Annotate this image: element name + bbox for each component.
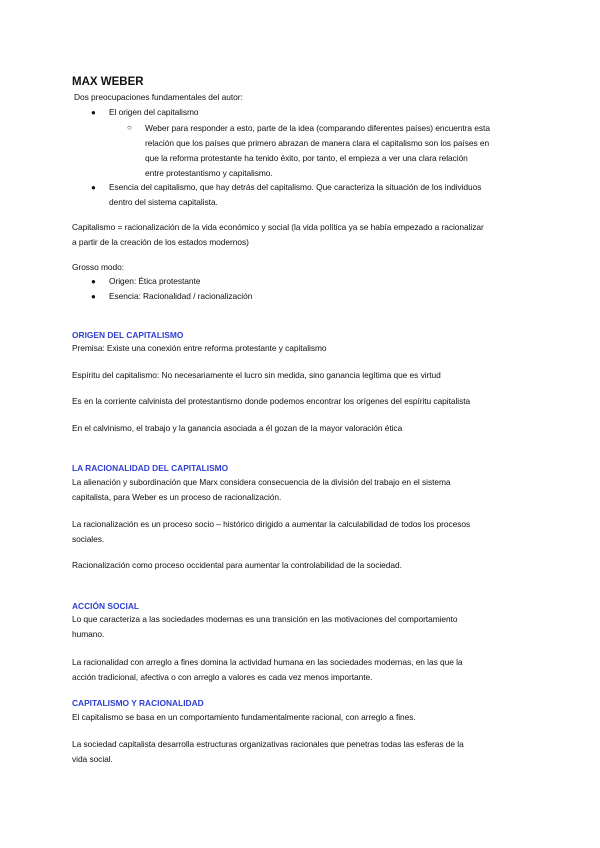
bullet-icon: ● bbox=[91, 183, 96, 192]
bullet-icon: ● bbox=[91, 108, 96, 117]
social-action-p2-line-2: acción tradicional, afectiva o con arreglo a valores es cada vez menos importante. bbox=[72, 672, 373, 682]
sub-item-line-1: Weber para responder a esto, parte de la idea (comparando diferentes países) encuentra esta bbox=[145, 123, 490, 133]
origin-calvinism: Es en la corriente calvinista del protestantismo donde podemos encontrar los orígenes del espíritu capitalista bbox=[72, 396, 471, 406]
rationality-p1-line-1: La alienación y subordinación que Marx considera consecuencia de la división del trabajo en el sistema bbox=[72, 477, 451, 487]
cap-rat-p2-line-2: vida social. bbox=[72, 754, 113, 764]
section-heading-rationality: LA RACIONALIDAD DEL CAPITALISMO bbox=[72, 463, 229, 473]
section-heading-origin: ORIGEN DEL CAPITALISMO bbox=[72, 330, 184, 340]
grosso-item-essence: Esencia: Racionalidad / racionalización bbox=[109, 291, 253, 301]
section-heading-capitalism-rationality: CAPITALISMO Y RACIONALIDAD bbox=[72, 698, 204, 708]
document-title: MAX WEBER bbox=[72, 76, 144, 88]
social-action-p1-line-1: Lo que caracteriza a las sociedades modernas es una transición en las motivaciones del comportamiento bbox=[72, 614, 458, 624]
sub-item-line-4: entre protestantismo y capitalismo. bbox=[145, 168, 273, 178]
sub-item-line-2: relación que los países que primero abrazan de manera clara el capitalismo son los países en bbox=[145, 138, 490, 148]
social-action-p2-line-1: La racionalidad con arreglo a fines domina la actividad humana en las sociedades modernas, en las que la bbox=[72, 657, 463, 667]
rationality-p2-line-1: La racionalización es un proceso socio – histórico dirigido a aumentar la calculabilidad de todos los procesos bbox=[72, 519, 471, 529]
bullet-icon: ● bbox=[91, 277, 96, 286]
origin-spirit: Espíritu del capitalismo: No necesariamente el lucro sin medida, sino ganancia legítima que es virtud bbox=[72, 370, 441, 380]
capitalism-def-line-2: a partir de la creación de los estados modernos) bbox=[72, 237, 249, 247]
cap-rat-p2-line-1: La sociedad capitalista desarrolla estructuras organizativas racionales que penetras todas las esferas de la bbox=[72, 739, 464, 749]
grosso-item-origin: Origen: Ética protestante bbox=[109, 276, 201, 286]
cap-rat-p1: El capitalismo se basa en un comportamiento fundamentalmente racional, con arreglo a fines. bbox=[72, 712, 416, 722]
section-heading-social-action: ACCIÓN SOCIAL bbox=[72, 601, 139, 611]
sub-item-line-3: que la reforma protestante ha tenido éxito, por tanto, el empieza a ver una clara relación bbox=[145, 153, 468, 163]
bullet-origin: El origen del capitalismo bbox=[109, 107, 199, 117]
origin-premise: Premisa: Existe una conexión entre reforma protestante y capitalismo bbox=[72, 343, 327, 353]
rationality-p3: Racionalización como proceso occidental para aumentar la controlabilidad de la sociedad. bbox=[72, 560, 402, 570]
bullet-essence-line-2: dentro del sistema capitalista. bbox=[109, 197, 218, 207]
bullet-essence-line-1: Esencia del capitalismo, que hay detrás del capitalismo. Que caracteriza la situación de los individuos bbox=[109, 182, 482, 192]
origin-valuation: En el calvinismo, el trabajo y la ganancia asociada a él gozan de la mayor valoración ética bbox=[72, 423, 403, 433]
grosso-modo-label: Grosso modo: bbox=[72, 262, 124, 272]
social-action-p1-line-2: humano. bbox=[72, 629, 105, 639]
bullet-icon: ● bbox=[91, 292, 96, 301]
rationality-p1-line-2: capitalista, para Weber es un proceso de racionalización. bbox=[72, 492, 282, 502]
capitalism-def-line-1: Capitalismo = racionalización de la vida económico y social (la vida política ya se había empezado a racionalizar bbox=[72, 222, 484, 232]
intro-text: Dos preocupaciones fundamentales del autor: bbox=[74, 92, 243, 102]
rationality-p2-line-2: sociales. bbox=[72, 534, 105, 544]
circle-bullet-icon: ○ bbox=[127, 123, 132, 132]
